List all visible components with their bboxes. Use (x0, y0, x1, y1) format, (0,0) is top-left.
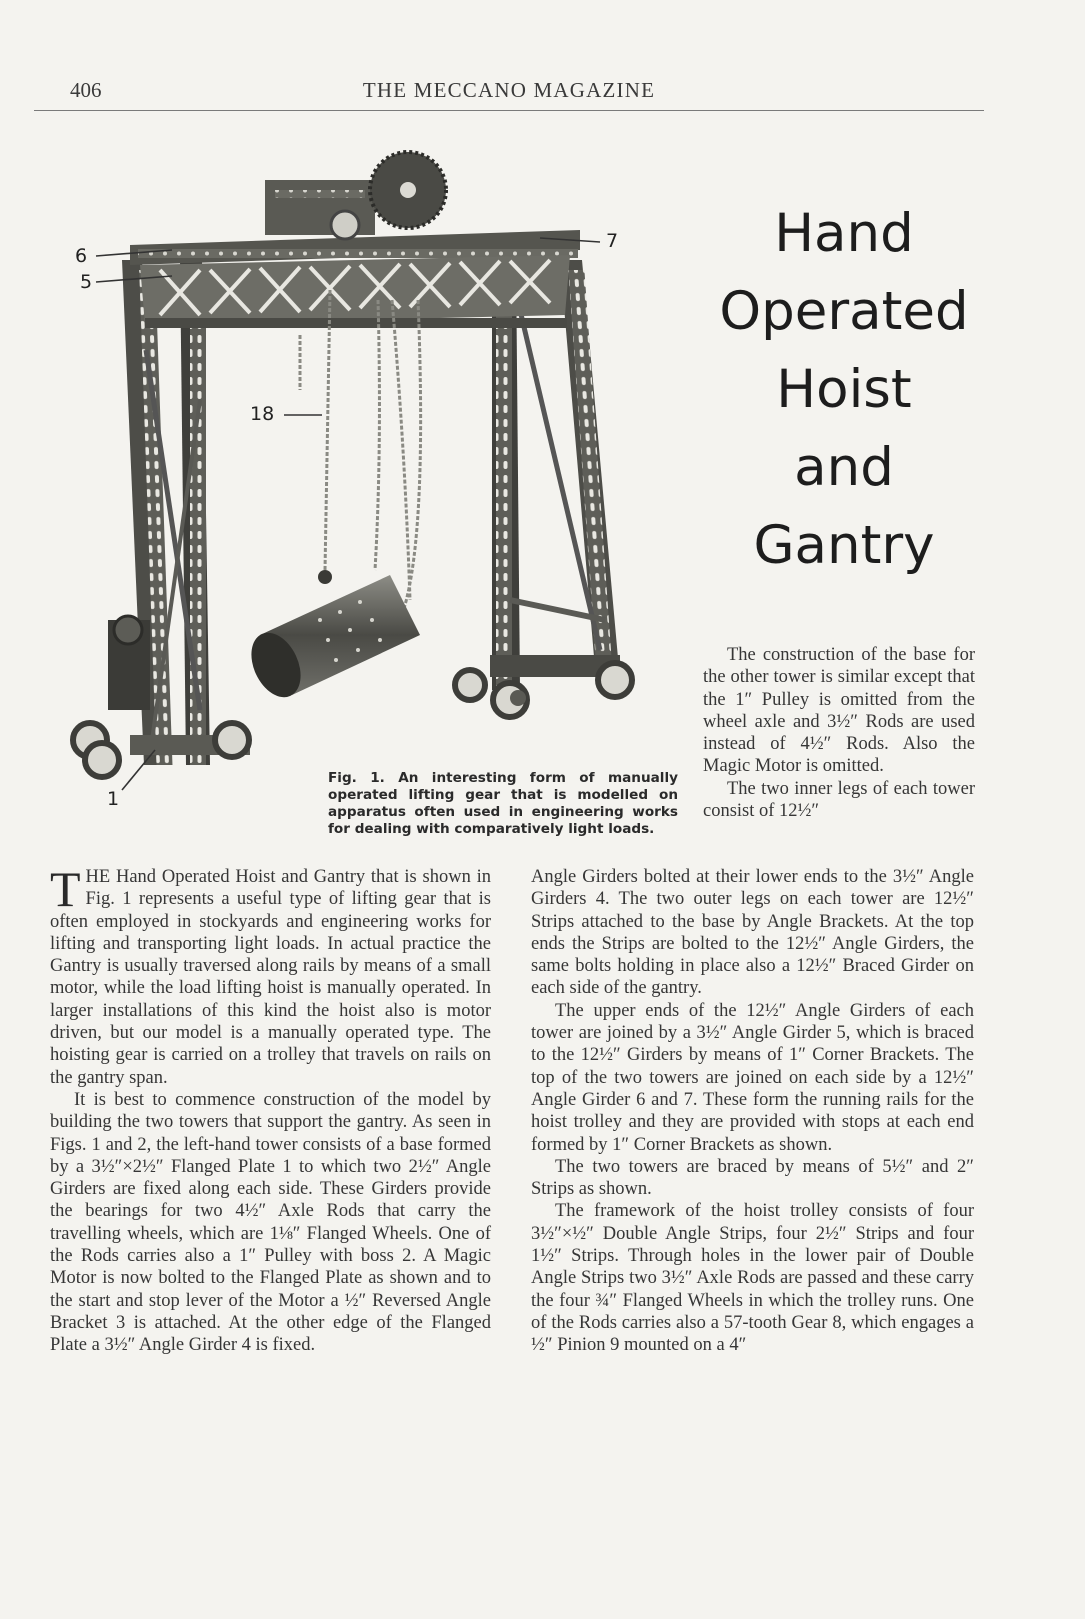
magic-motor (108, 616, 150, 710)
paragraph: The two towers are braced by means of 5½″ and 2″ Strips as shown. (531, 1156, 974, 1200)
title-line: and (794, 437, 894, 498)
page-header (34, 70, 984, 111)
title-line: Gantry (753, 515, 935, 576)
paragraph: It is best to commence construction of the model by building the two towers that support the gantry. As seen in Figs. 1 and 2, the left-hand tower consists of a base formed by a 3½″×2½″ Flanged Plate 1 to which two 2½″ Angle Girders are fixed along each side. These Girders provide the bearings for two 4½″ Axle Rods that carry the travelling wheels, which are 1⅛″ Flanged Wheels. One of the Rods carries also a 1″ Pulley with boss 2. A Magic Motor is now bolted to the Flanged Plate as shown and to the start and stop lever of the Motor a ½″ Reversed Angle Bracket 3 is attached. At the other edge of the Flanged Plate a 3½″ Angle Girder 4 is fixed. (50, 1089, 491, 1356)
paragraph: The framework of the hoist trolley consists of four 3½″×½″ Double Angle Strips, four 2½″ Strips and four 1½″ Strips. Through holes in the lower pair of Double Angle Strips two 3½″ Axle Rods are passed and these carry the four ¾″ Flanged Wheels in which the trolley runs. One of the Rods carries also a 57-tooth Gear 8, which engages a ½″ Pinion 9 mounted on a 4″ (531, 1201, 974, 1356)
hoist-chains (300, 290, 421, 620)
page-number: 406 (70, 78, 102, 102)
callout-18: 18 (250, 403, 275, 425)
callout-5: 5 (80, 271, 93, 293)
paragraph: The upper ends of the 12½″ Angle Girders of each tower are joined by a 3½″ Angle Girder 5, which is braced to the 12½″ Girders by means of 1″ Corner Brackets. The top of the two towers are joined on each side by a 12½″ Angle Girder 6 and 7. These form the running rails for the hoist trolley and they are provided with stops at each end formed by 1″ Corner Brackets as shown. (531, 1000, 974, 1155)
article-column-left (50, 861, 491, 1357)
running-title: THE MECCANO MAGAZINE (362, 78, 656, 102)
hook-weight (318, 570, 332, 584)
figure-gantry-model (60, 150, 680, 830)
title-line: Hoist (776, 359, 912, 420)
callout-1: 1 (107, 788, 120, 810)
suspended-cylinder (242, 575, 420, 705)
article-column-right-top (703, 644, 975, 822)
intro-text: HE Hand Operated Hoist and Gantry that is shown in Fig. 1 represents a useful type of lifting gear that is often employed in stockyards and engineering works for lifting and transporting light loads. In actual practice the Gantry is usually traversed along rails by means of a small motor, while the load lifting hoist is manually operated. In larger installations of this kind the hoist also is motor driven, but our model is a manually operated type. The hoisting gear is carried on a trolley that travels on rails on the gantry span. (50, 867, 491, 1088)
paragraph: Angle Girders bolted at their lower ends to the 3½″ Angle Girders 4. The two outer legs on each tower are 12½″ Strips attached to the base by Angle Brackets. At the top ends the Strips are bolted to the 12½″ Angle Girders, the same bolts holding in place also a 12½″ Braced Girder on each side of the gantry. (531, 867, 974, 999)
title-line: Operated (719, 281, 969, 342)
figure-caption: Fig. 1. An interesting form of manually operated lifting gear that is modelled on apparatus often used in engineering works for dealing with comparatively light loads. (328, 770, 678, 837)
paragraph-intro (50, 861, 491, 1089)
title-line: Hand (774, 203, 914, 264)
hoist-trolley (265, 152, 446, 239)
paragraph: The two inner legs of each tower consist of 12½″ (703, 778, 975, 822)
callout-6: 6 (75, 245, 88, 267)
gantry-beam (130, 230, 580, 328)
paragraph: The construction of the base for the other tower is similar except that the 1″ Pulley is omitted from the wheel axle and 3½″ Rods are used instead of 4½″ Rods. Also the Magic Motor is omitted. (703, 645, 975, 777)
article-column-right (531, 866, 974, 1357)
callout-7: 7 (606, 230, 619, 252)
gantry-illustration (60, 150, 680, 830)
article-title (700, 195, 988, 585)
drop-cap: T (50, 861, 81, 917)
